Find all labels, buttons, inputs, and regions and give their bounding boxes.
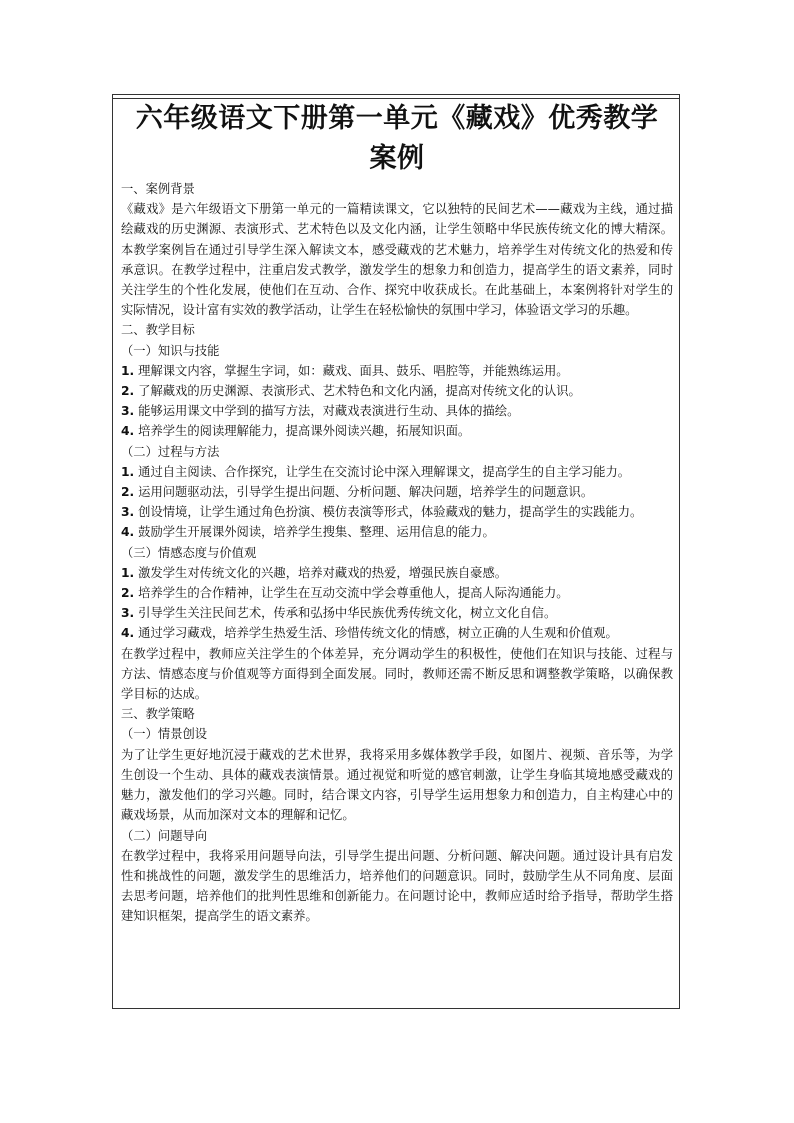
- list-item: [121, 462, 673, 482]
- list-item-text: 能够运用课文中学到的描写方法，对藏戏表演进行生动、具体的描绘。: [138, 404, 520, 419]
- list-item: [121, 502, 673, 522]
- list-item-text: 通过自主阅读、合作探究，让学生在交流讨论中深入理解课文，提高学生的自主学习能力。: [138, 464, 631, 479]
- list-item: [121, 522, 673, 542]
- list-item-text: 理解课文内容，掌握生字词，如：藏戏、面具、鼓乐、唱腔等，并能熟练运用。: [138, 363, 569, 378]
- list-item-number: 1.: [121, 363, 135, 378]
- list-item-number: 4.: [121, 424, 135, 439]
- problem-oriented-paragraph: 在教学过程中，我将采用问题导向法，引导学生提出问题、分析问题、解决问题。通过设计具有启发性和挑战性的问题，激发学生的思维活力，培养他们的问题意识。同时，鼓励学生从不同角度、层面去思考问题，培养他们的批判性思维和创新能力。在问题讨论中，教师应适时给予指导，帮助学生搭建知识框架，提高学生的语文素养。: [121, 848, 673, 924]
- list-item: [121, 381, 673, 401]
- list-item-number: 2.: [121, 485, 135, 500]
- scenario-paragraph: 为了让学生更好地沉浸于藏戏的艺术世界，我将采用多媒体教学手段，如图片、视频、音乐等，为学生创设一个生动、具体的藏戏表演情景。通过视觉和听觉的感官刺激，让学生身临其境地感受藏戏的魅力，激发他们的学习兴趣。同时，结合课文内容，引导学生运用想象力和创造力，自主构建心中的藏戏场景，从而加深对文本的理解和记忆。: [121, 747, 673, 823]
- title-line-2: 案例: [369, 143, 425, 174]
- document-content: [121, 99, 673, 927]
- list-item-number: 3.: [121, 505, 135, 520]
- list-item-number: 1.: [121, 464, 135, 479]
- subheading-process-methods: （二）过程与方法: [121, 444, 220, 459]
- subheading-scenario: （一）情景创设: [121, 727, 208, 742]
- list-item-number: 3.: [121, 606, 135, 621]
- section-heading-background: 一、案例背景: [121, 182, 195, 196]
- list-item-number: 3.: [121, 404, 135, 419]
- background-paragraph: 《藏戏》是六年级语文下册第一单元的一篇精读课文，它以独特的民间艺术——藏戏为主线，通过描绘藏戏的历史渊源、表演形式、艺术特色以及文化内涵，让学生领略中华民族传统文化的博大精深。本教学案例旨在通过引导学生深入解读文本，感受藏戏的艺术魅力，培养学生对传统文化的热爱和传承意识。在教学过程中，注重启发式教学，激发学生的想象力和创造力，提高学生的语文素养，同时关注学生的个性化发展，使他们在互动、合作、探究中收获成长。在此基础上，本案例将针对学生的实际情况，设计富有实效的教学活动，让学生在轻松愉快的氛围中学习，体验语文学习的乐趣。: [121, 202, 673, 318]
- section-heading-strategies: 三、教学策略: [121, 707, 195, 722]
- subheading-knowledge-skills: （一）知识与技能: [121, 343, 220, 358]
- list-item-number: 2.: [121, 384, 135, 399]
- list-item-text: 鼓励学生开展课外阅读，培养学生搜集、整理、运用信息的能力。: [138, 525, 495, 540]
- list-item-text: 运用问题驱动法，引导学生提出问题、分析问题、解决问题，培养学生的问题意识。: [138, 485, 594, 500]
- list-item: [121, 421, 673, 441]
- document-title: [121, 99, 673, 179]
- list-item: [121, 623, 673, 643]
- list-item-number: 1.: [121, 565, 135, 580]
- list-item-number: 4.: [121, 525, 135, 540]
- list-item: [121, 603, 673, 623]
- list-item-text: 培养学生的合作精神，让学生在互动交流中学会尊重他人，提高人际沟通能力。: [138, 586, 569, 601]
- list-item-text: 创设情境，让学生通过角色扮演、模仿表演等形式，体验藏戏的魅力，提高学生的实践能力。: [138, 505, 643, 520]
- list-item-text: 引导学生关注民间艺术，传承和弘扬中华民族优秀传统文化，树立文化自信。: [138, 606, 557, 621]
- list-item-text: 了解藏戏的历史渊源、表演形式、艺术特色和文化内涵，提高对传统文化的认识。: [138, 384, 581, 399]
- list-item-number: 2.: [121, 586, 135, 601]
- list-item-text: 激发学生对传统文化的兴趣，培养对藏戏的热爱，增强民族自豪感。: [138, 565, 508, 580]
- list-item-text: 培养学生的阅读理解能力，提高课外阅读兴趣，拓展知识面。: [138, 424, 471, 439]
- list-item: [121, 482, 673, 502]
- list-item: [121, 583, 673, 603]
- list-item: [121, 401, 673, 421]
- objectives-paragraph: 在教学过程中，教师应关注学生的个体差异，充分调动学生的积极性，使他们在知识与技能、过程与方法、情感态度与价值观等方面得到全面发展。同时，教师还需不断反思和调整教学策略，以确保教学目标的达成。: [121, 646, 673, 702]
- list-item-number: 4.: [121, 626, 135, 641]
- list-item-text: 通过学习藏戏，培养学生热爱生活、珍惜传统文化的情感，树立正确的人生观和价值观。: [138, 626, 618, 641]
- section-heading-objectives: 二、教学目标: [121, 323, 195, 338]
- document-frame: [112, 94, 680, 1009]
- subheading-emotion-values: （三）情感态度与价值观: [121, 545, 257, 560]
- title-line-1: 六年级语文下册第一单元《藏戏》优秀教学: [135, 103, 659, 134]
- list-item: [121, 563, 673, 583]
- list-item: [121, 361, 673, 381]
- subheading-problem-oriented: （二）问题导向: [121, 828, 208, 843]
